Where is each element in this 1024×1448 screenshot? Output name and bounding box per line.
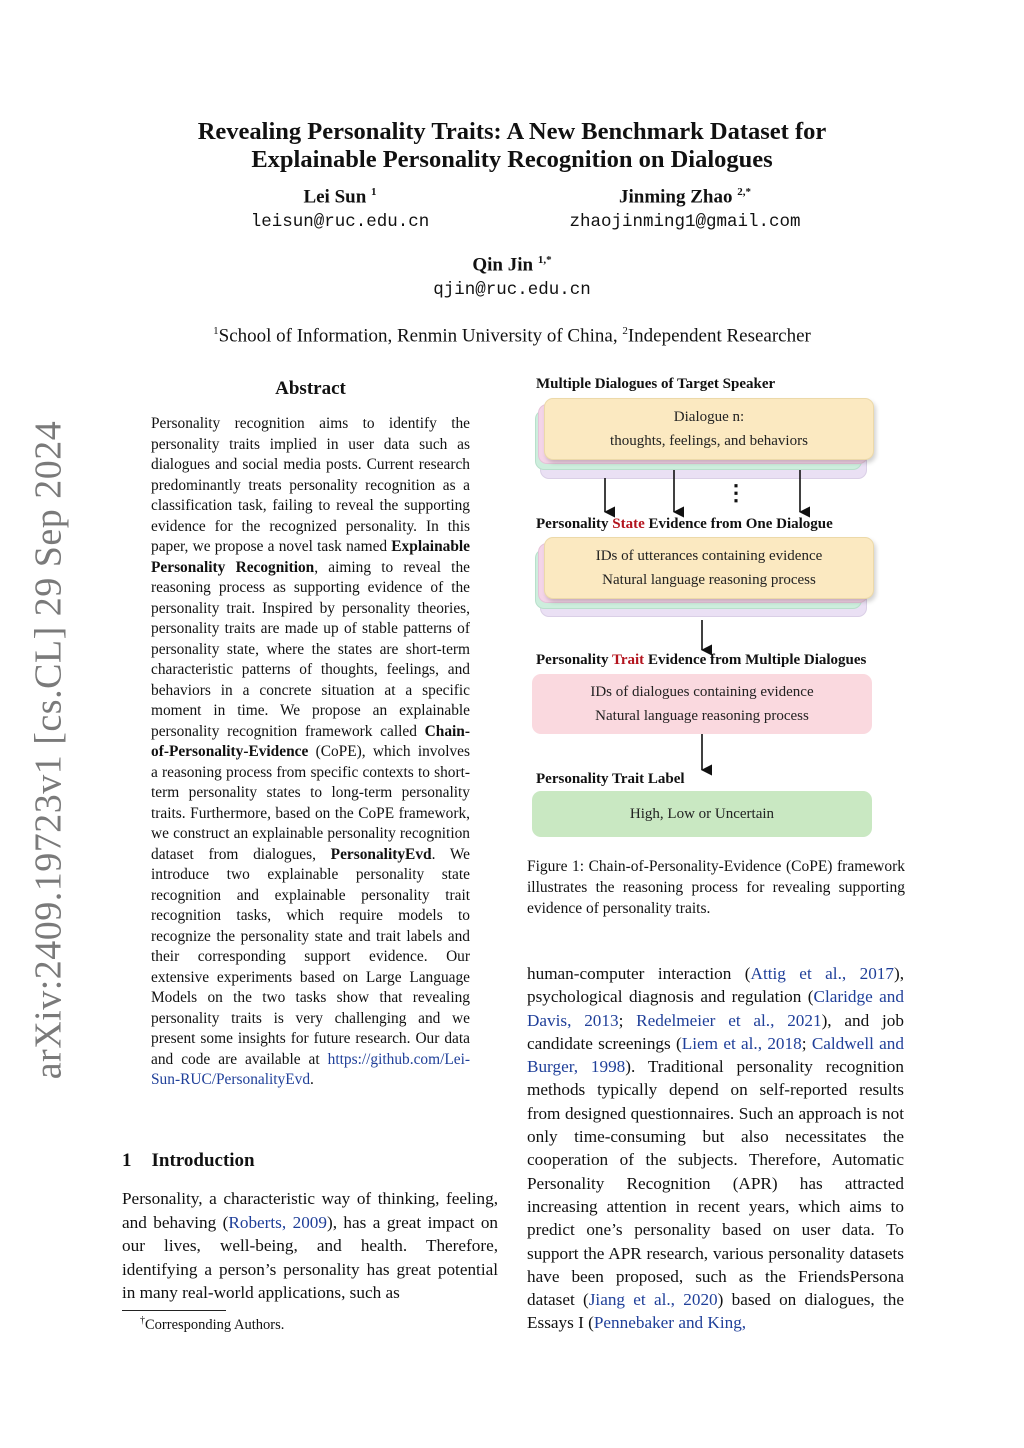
abstract-text-5: . <box>310 1071 314 1088</box>
intro-text-1: Personality, a characteristic way of thinking, feeling, and behaving ( <box>122 1189 498 1232</box>
author-3-email: qjin@ruc.edu.cn <box>433 280 591 301</box>
trait-box-line-2: Natural language reasoning process <box>595 708 809 724</box>
heading-state-highlight: State <box>612 516 645 532</box>
affiliation-text-2: Independent Researcher <box>627 325 811 347</box>
citation-redelmeier[interactable]: Redelmeier et al., 2021 <box>636 1010 822 1030</box>
paper-title <box>130 118 894 174</box>
right-text-7: ) based on dialogues, the Essays I ( <box>527 1290 904 1333</box>
right-text-3: ; <box>618 1010 637 1030</box>
section-heading-introduction <box>122 1150 255 1172</box>
trait-evidence-box <box>532 674 872 734</box>
dialogue-box-line-1: Dialogue n: <box>673 409 745 425</box>
abstract-text-2: , aiming to reveal the reasoning process as supporting evidence of the personality trait. Inspired by personality theories, personality traits are made up of stable patterns of personality state, where the states are short-term characteristic patterns of thoughts, feelings, and behaviors in a concrete situation at a specific moment in time. We propose an explainable personality recognition framework called <box>151 558 470 740</box>
author-1-email: leisun@ruc.edu.cn <box>250 212 430 233</box>
heading-state-post: Evidence from One Dialogue <box>644 516 833 532</box>
abstract-framework-name: Chain-of-Personality-Evidence <box>151 722 470 760</box>
author-1-mark: 1 <box>371 186 377 198</box>
title-line-1: Revealing Personality Traits: A New Benchmark Dataset for <box>197 118 827 145</box>
right-column-paragraph <box>527 962 904 1335</box>
state-box-line-2: Natural language reasoning process <box>602 572 816 588</box>
abstract-text-4: . We introduce two explainable personality state recognition and explainable personality trait recognition tasks, which require models to recognize the personality state and trait labels and their corresponding support evidence. Our extensive experiments based on Large Language Models on the two tasks show that revealing personality traits is very challenging and we present some insights for future research. Our data and code are available at <box>151 845 470 1068</box>
affiliation <box>130 325 894 347</box>
affiliation-mark-1: 1 <box>213 325 219 337</box>
citation-roberts[interactable]: Roberts, 2009 <box>228 1212 327 1232</box>
author-1-name: Lei Sun <box>303 186 367 208</box>
state-box-line-1: IDs of utterances containing evidence <box>595 548 823 564</box>
citation-caldwell[interactable]: Caldwell and Burger, 1998 <box>527 1033 904 1077</box>
citation-jiang[interactable]: Jiang et al., 2020 <box>588 1290 718 1310</box>
intro-text-2: ), has a great impact on our lives, well-being, and health. Therefore, identifying a person’s personality has great potential in many real-world applications, such as <box>122 1212 499 1302</box>
affiliation-text-1: School of Information, Renmin University of China, <box>218 325 623 347</box>
abstract-dataset-name: PersonalityEvd <box>330 845 432 863</box>
figure-heading-dialogues: Multiple Dialogues of Target Speaker <box>536 376 776 392</box>
right-text-1: human-computer interaction ( <box>527 964 751 983</box>
author-1 <box>240 186 440 232</box>
heading-trait-pre: Personality <box>536 652 612 668</box>
abstract-code-link[interactable]: https://github.com/Lei-Sun-RUC/PersonalityEvd <box>151 1050 470 1088</box>
footnote <box>140 1315 284 1334</box>
abstract-task-name: Explainable Personality Recognition <box>151 538 470 576</box>
abstract-text-3: (CoPE), which involves a reasoning process from specific contexts to short-term personality states to long-term personality traits. Furthermore, based on the CoPE framework, we construct an explainable personality recognition dataset from dialogues, <box>151 743 470 863</box>
right-text-6: ). Traditional personality recognition methods typically depend on self-reported results from designed questionnaires. Such an approach is not only time-consuming but also necessitates the cooperation of the subjects. Therefore, Automatic Personality Recognition (APR) has attracted increasing attention in recent years, which aims to predict one’s personality based on user data. To support the APR research, various personality datasets have been proposed, such as the FriendsPersona dataset ( <box>527 1057 904 1310</box>
trait-box-line-1: IDs of dialogues containing evidence <box>590 684 814 700</box>
right-text-4: ), and job candidate screenings ( <box>527 1010 904 1053</box>
author-3-mark: 1,* <box>537 254 552 266</box>
trait-label-text: High, Low or Uncertain <box>629 806 775 822</box>
ellipsis-dots: ⋮ <box>725 480 747 505</box>
figure-heading-trait <box>536 652 866 669</box>
footnote-rule <box>122 1310 226 1311</box>
author-2-mark: 2,* <box>737 186 751 198</box>
heading-state-pre: Personality <box>536 516 613 532</box>
citation-pennebaker[interactable]: Pennebaker and King, <box>593 1313 747 1333</box>
arxiv-identifier: arXiv:2409.19723v1 [cs.CL] 29 Sep 2024 <box>27 420 70 1080</box>
dialogue-box <box>544 398 874 460</box>
author-2-name: Jinming Zhao <box>618 186 733 208</box>
abstract-text-1: Personality recognition aims to identify the personality traits implied in user data such as dialogues and social media posts. Current research predominantly treats personality recognition as a classification task, failing to reveal the supporting evidence for the recognized personality. In this paper, we propose a novel task named <box>151 415 470 555</box>
state-evidence-box <box>544 537 874 599</box>
figure-heading-label: Personality Trait Label <box>536 771 685 787</box>
footnote-mark: † <box>140 1315 145 1326</box>
heading-trait-post: Evidence from Multiple Dialogues <box>644 652 867 668</box>
figure-caption: Figure 1: Chain-of-Personality-Evidence (CoPE) framework illustrates the reasoning process for revealing supporting evidence of personality traits. <box>527 858 905 917</box>
intro-paragraph <box>122 1187 498 1305</box>
trait-label-box <box>532 791 872 837</box>
section-number: 1 <box>122 1150 132 1171</box>
heading-trait-highlight: Trait <box>611 652 645 668</box>
abstract-heading: Abstract <box>275 378 346 399</box>
title-line-2: Explainable Personality Recognition on Dialogues <box>251 146 773 173</box>
affiliation-mark-2: 2 <box>622 325 628 337</box>
section-title: Introduction <box>151 1150 255 1171</box>
author-3 <box>412 254 612 300</box>
citation-attig[interactable]: Attig et al., 2017 <box>750 964 894 983</box>
abstract-body <box>151 414 470 1091</box>
footnote-text: Corresponding Authors. <box>145 1316 285 1333</box>
dialogue-box-line-2: thoughts, feelings, and behaviors <box>610 433 808 449</box>
author-3-name: Qin Jin <box>472 254 534 276</box>
right-text-5: ; <box>801 1033 812 1053</box>
author-2-email: zhaojinming1@gmail.com <box>569 212 801 233</box>
citation-liem[interactable]: Liem et al., 2018 <box>681 1033 802 1053</box>
right-text-2: ), psychological diagnosis and regulation ( <box>527 964 905 1007</box>
citation-claridge[interactable]: Claridge and Davis, 2013 <box>527 987 904 1030</box>
figure-heading-state <box>536 516 833 533</box>
author-2 <box>560 186 810 232</box>
